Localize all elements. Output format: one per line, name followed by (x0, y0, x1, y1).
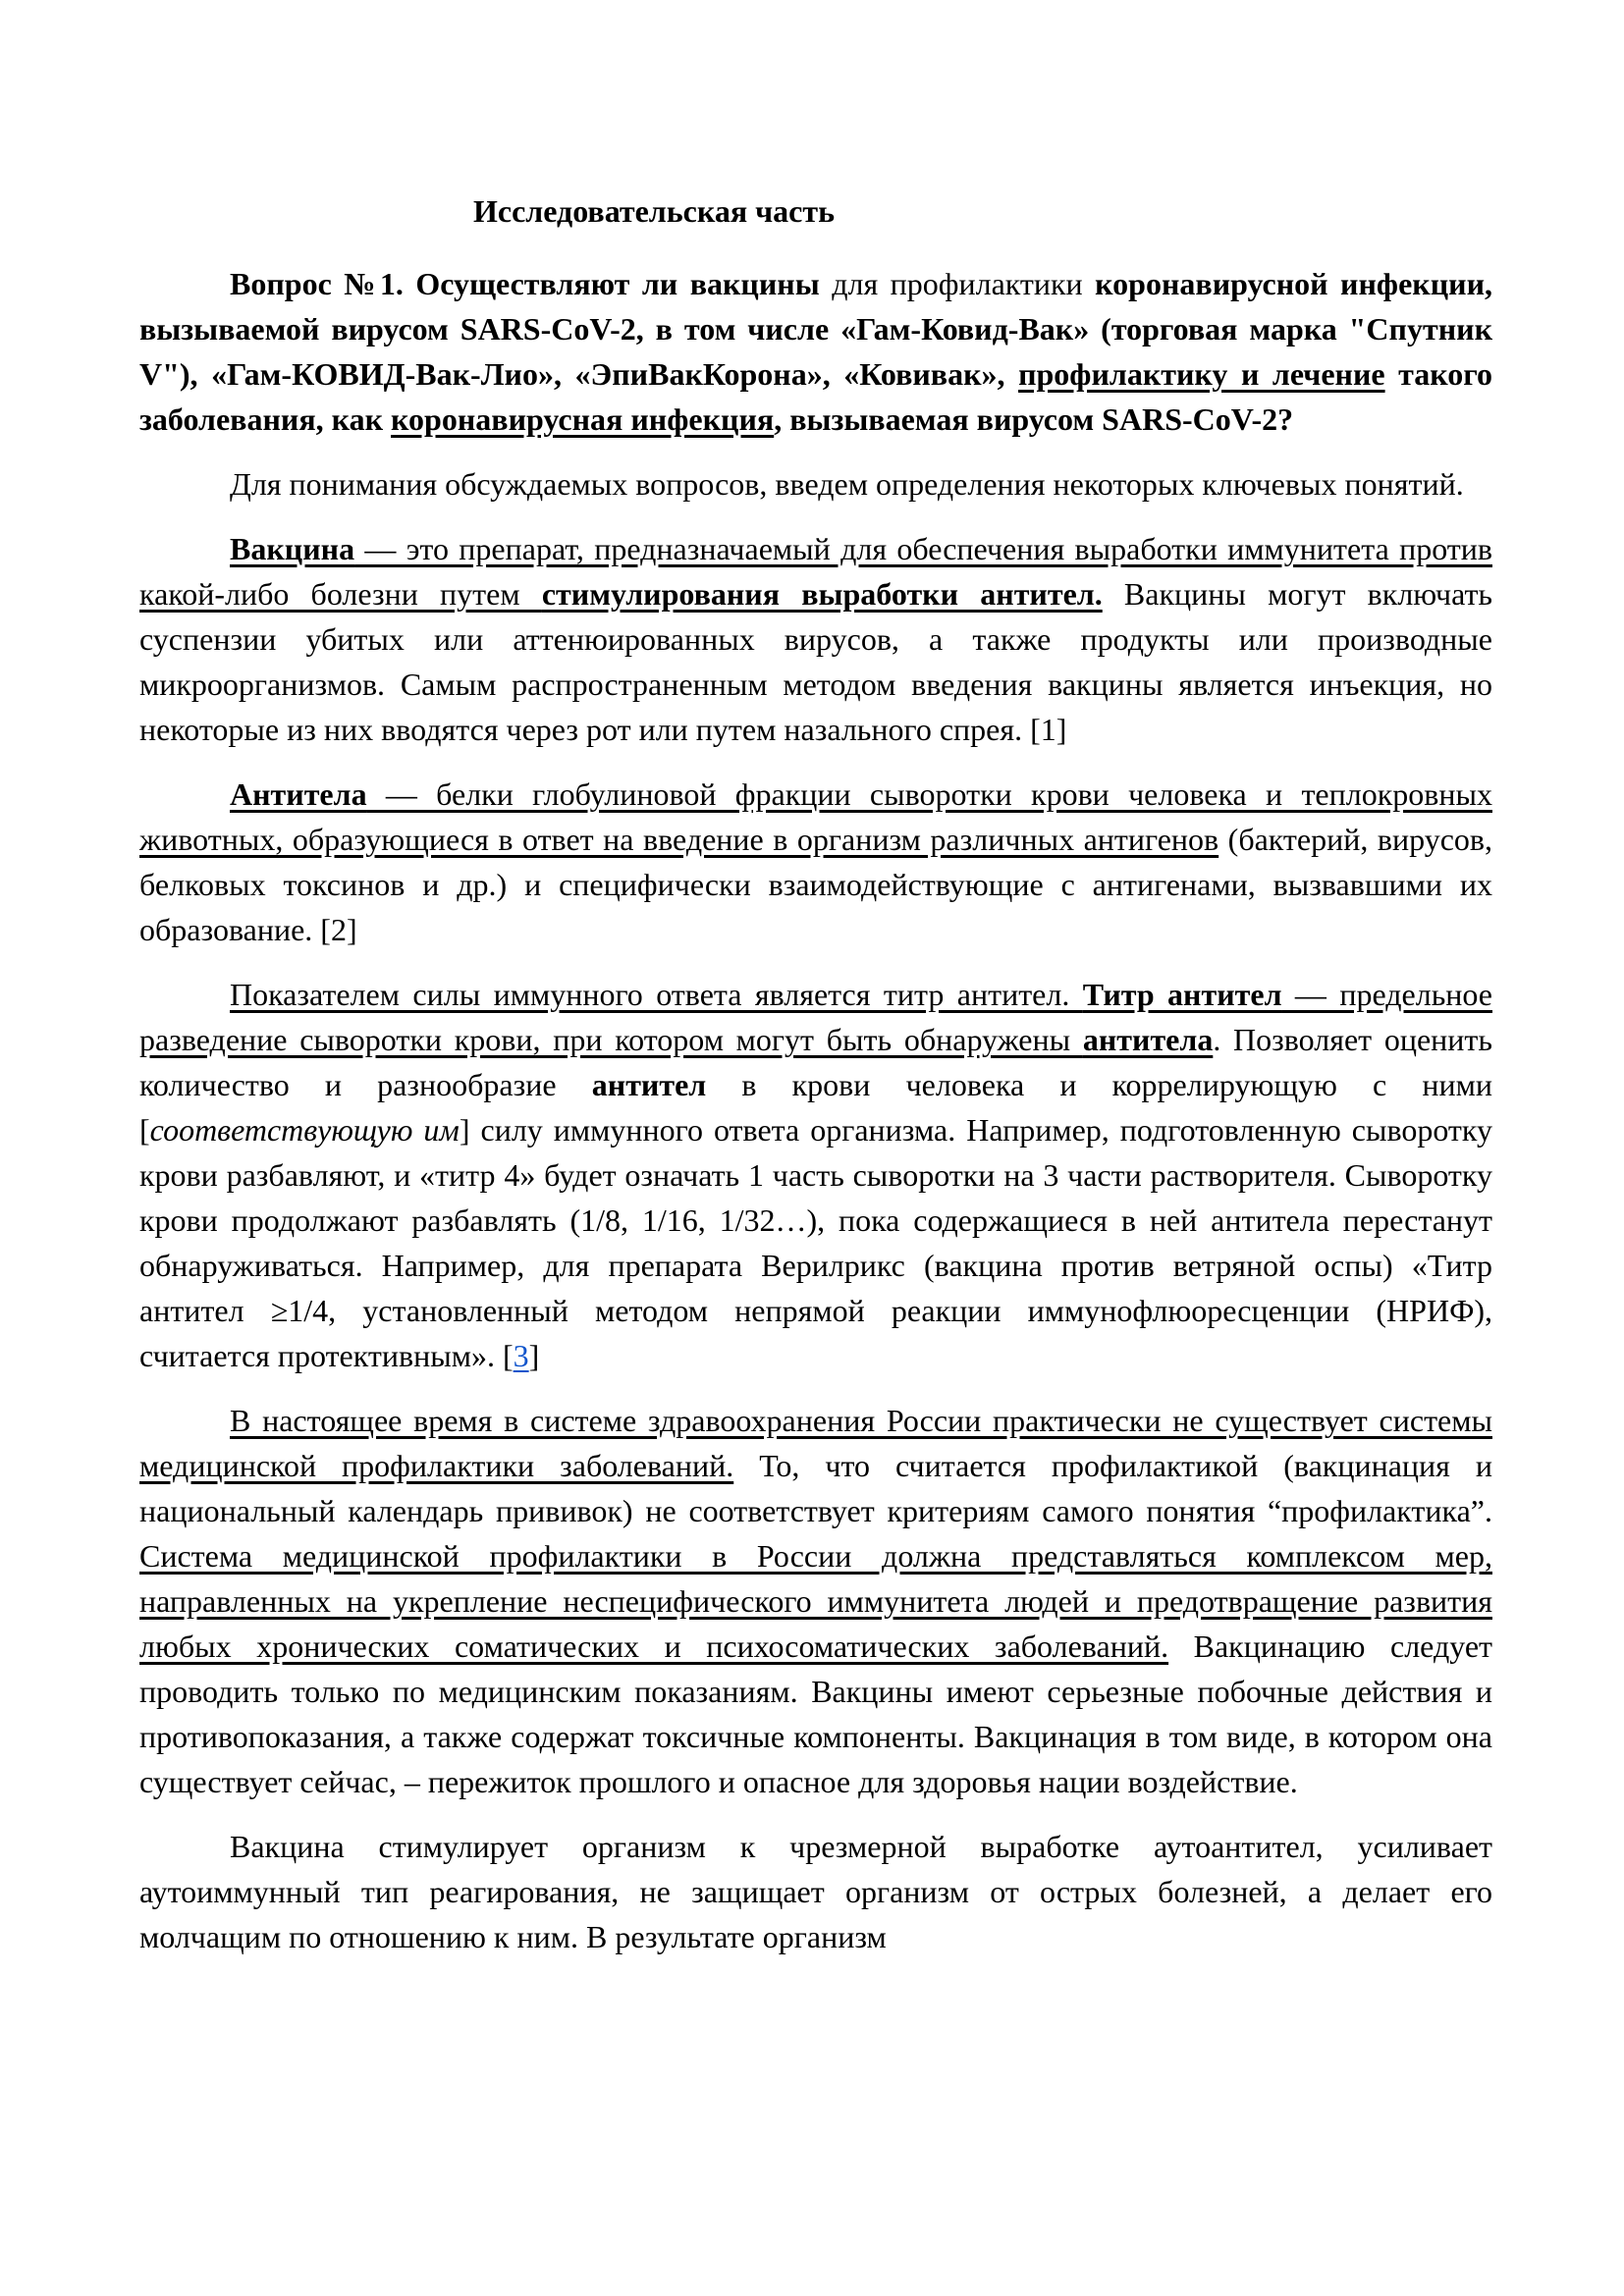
text-run: — белки глобулиновой фракции сыворотки крови человека и теплокровных животных, образующиеся в ответ на введение в организм различных антигенов (139, 776, 1492, 857)
text-run: — предельное разведение сыворотки крови, при котором могут быть обнаружены (139, 977, 1493, 1057)
paragraph (139, 772, 1492, 952)
text-run: антител (591, 1067, 707, 1102)
document-body (139, 261, 1492, 1959)
text-run: такого заболевания, как (139, 356, 1493, 437)
text-run: Система медицинской профилактики в России должна представляться комплексом мер, направленных на укрепление неспецифического иммунитета людей и предотвращение развития любых хронических соматических и психосоматических заболеваний. (139, 1538, 1492, 1664)
paragraph (139, 1398, 1492, 1804)
text-run: Для понимания обсуждаемых вопросов, введем определения некоторых ключевых понятий. (230, 466, 1464, 502)
text-run: , вызываемая вирусом SARS-CoV-2? (774, 401, 1294, 437)
paragraph (139, 261, 1492, 442)
text-run: То, что считается профилактикой (вакцинация и национальный календарь прививок) не соответствует критериям самого понятия “профилактика”. (139, 1448, 1492, 1528)
text-run: Титр антител (1082, 977, 1282, 1012)
paragraph (139, 972, 1492, 1378)
text-run: ] силу иммунного ответа организма. Например, подготовленную сыворотку крови разбавляют, и «титр 4» будет означать 1 часть сыворотки на 3 части растворителя. Сыворотку крови продолжают разбавлять (1/8, 1/16, 1/32…), пока содержащиеся в ней антитела перестанут обнаруживаться. Например, для препарата Верилрикс (вакцина против ветряной оспы) «Титр антител ≥1/4, установленный методом непрямой реакции иммунофлюоресценции (НРИФ), считается протективным». [ (139, 1112, 1493, 1373)
text-run: — это препарат, предназначаемый для обеспечения выработки иммунитета против какой-либо болезни путем (139, 531, 1492, 612)
text-run: Вопрос №1. Осуществляют ли вакцины (230, 266, 820, 301)
text-run: (бактерий, вирусов, белковых токсинов и др.) и специфически взаимодействующие с антигенами, вызвавшими их образование. [2] (139, 822, 1493, 947)
text-run: в крови человека и коррелирующую с ними [ (139, 1067, 1493, 1148)
text-run: Показателем силы иммунного ответа является титр антител. (230, 977, 1083, 1012)
citation-link[interactable]: 3 (513, 1338, 529, 1373)
text-run: Вакцина стимулирует организм к чрезмерной выработке аутоантител, усиливает аутоиммунный тип реагирования, не защищает организм от острых болезней, а делает его молчащим по отношению к ним. В результате организм (139, 1829, 1492, 1954)
text-run: для профилактики (819, 266, 1096, 301)
text-run: коронавирусная инфекция (391, 401, 775, 437)
text-run: В настоящее время в системе здравоохранения России практически не существует системы медицинской профилактики заболеваний. (139, 1403, 1492, 1483)
text-run: соответствующую им (149, 1112, 460, 1148)
text-run: профилактику и лечение (1018, 356, 1385, 392)
text-run: Вакцины могут включать суспензии убитых или аттенюированных вирусов, а также продукты или производные микроорганизмов. Самым распространенным методом введения вакцины является инъекция, но некоторые из них вводятся через рот или путем назального спрея. [1] (139, 576, 1493, 747)
text-run: коронавирусной инфекции, вызываемой вирусом SARS-CoV-2, в том числе «Гам-Ковид-Вак» (торговая марка "Спутник V"), «Гам-КОВИД-Вак-Лио», «ЭпиВакКорона», «Ковивак», (139, 266, 1493, 392)
paragraph (139, 526, 1492, 752)
paragraph (139, 1824, 1492, 1959)
text-run: Вакцина (230, 531, 355, 566)
text-run: стимулирования выработки антител. (541, 576, 1103, 612)
document-title: Исследовательская часть (472, 193, 836, 229)
text-run: ] (528, 1338, 540, 1373)
text-run: Вакцинацию следует проводить только по медицинским показаниям. Вакцины имеют серьезные побочные действия и противопоказания, а также содержат токсичные компоненты. Вакцинация в том виде, в котором она существует сейчас, – пережиток прошлого и опасное для здоровья нации воздействие. (139, 1629, 1493, 1799)
text-run: антитела (1082, 1022, 1214, 1057)
text-run: Антитела (230, 776, 367, 812)
text-run: . Позволяет оценить количество и разнообразие (139, 1022, 1493, 1102)
paragraph (139, 461, 1492, 507)
